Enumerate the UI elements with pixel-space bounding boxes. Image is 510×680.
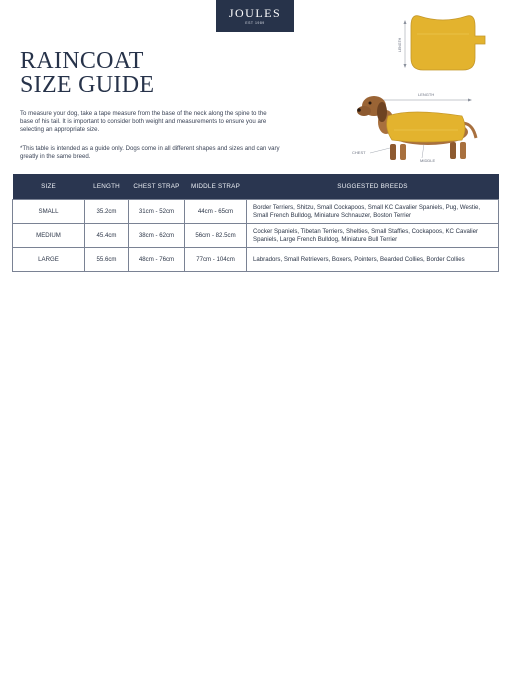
table-row [13,224,499,248]
dog-back-leg-1 [450,142,456,159]
dog-front-leg-2 [400,144,406,160]
cell-middle: 56cm - 82.5cm [185,224,247,248]
dog-nose [357,108,361,112]
dog-length-label: LENGTH [418,92,435,97]
cell-length: 45.4cm [85,224,129,248]
page-title-line2: SIZE GUIDE [20,72,155,98]
middle-pointer [422,144,424,158]
header-chest-strap: CHEST STRAP [129,174,185,200]
chest-pointer [370,148,390,153]
brand-logo [216,0,294,32]
dog-eye [369,102,372,105]
header-length: LENGTH [85,174,129,200]
header-size: SIZE [13,174,85,200]
flat-raincoat-illustration [395,8,490,78]
cell-breeds: Border Terriers, Shitzu, Small Cockapoos, Small KC Cavalier Spaniels, Pug, Westie, Small French Bulldog, Miniature Schnauzer, Boston Terrier [247,200,499,224]
dog-ear [377,102,387,122]
cell-middle: 77cm - 104cm [185,248,247,272]
dog-front-leg-1 [390,144,396,160]
middle-label: MIDDLE [420,158,436,163]
page-title [20,49,154,97]
table-header-row [13,174,499,200]
table-row [13,200,499,224]
chest-label: CHEST [352,150,366,155]
size-table [12,174,499,272]
cell-chest: 31cm - 52cm [129,200,185,224]
page-title-line1: RAINCOAT [20,48,144,74]
dog-figure [357,96,476,160]
cell-chest: 48cm - 76cm [129,248,185,272]
cell-size: MEDIUM [13,224,85,248]
header-middle-strap: MIDDLE STRAP [185,174,247,200]
dog-coat [387,112,465,142]
cell-size: LARGE [13,248,85,272]
coat-arrow-bottom [404,64,407,68]
cell-size: SMALL [13,200,85,224]
flat-coat-shape [411,16,485,70]
header-suggested-breeds: SUGGESTED BREEDS [247,174,499,200]
table-row [13,248,499,272]
coat-length-label: LENGTH [398,37,402,52]
cell-breeds: Cocker Spaniels, Tibetan Terriers, Shelties, Small Staffies, Cockapoos, KC Cavalier Spaniels, Large French Bulldog, Miniature Bull Terrier [247,224,499,248]
dog-back-leg-2 [460,142,466,159]
intro-text: To measure your dog, take a tape measure from the base of the neck along the spine to the base of his tail. It is important to consider both weight and measurements to ensure you are selecting an appropriate size. [20,110,267,133]
dog-arrow-right [468,99,472,102]
dog-raincoat-illustration [350,82,485,167]
brand-name: JOULES [228,6,282,20]
coat-arrow-top [404,20,407,24]
brand-tagline: EST 1989 [245,21,265,25]
cell-breeds: Labradors, Small Retrievers, Boxers, Pointers, Bearded Collies, Border Collies [247,248,499,272]
cell-middle: 44cm - 65cm [185,200,247,224]
cell-length: 55.6cm [85,248,129,272]
disclaimer-note: *This table is intended as a guide only. Dogs come in all different shapes and sizes and can vary greatly in the same breed. [20,145,280,160]
cell-length: 35.2cm [85,200,129,224]
cell-chest: 38cm - 62cm [129,224,185,248]
